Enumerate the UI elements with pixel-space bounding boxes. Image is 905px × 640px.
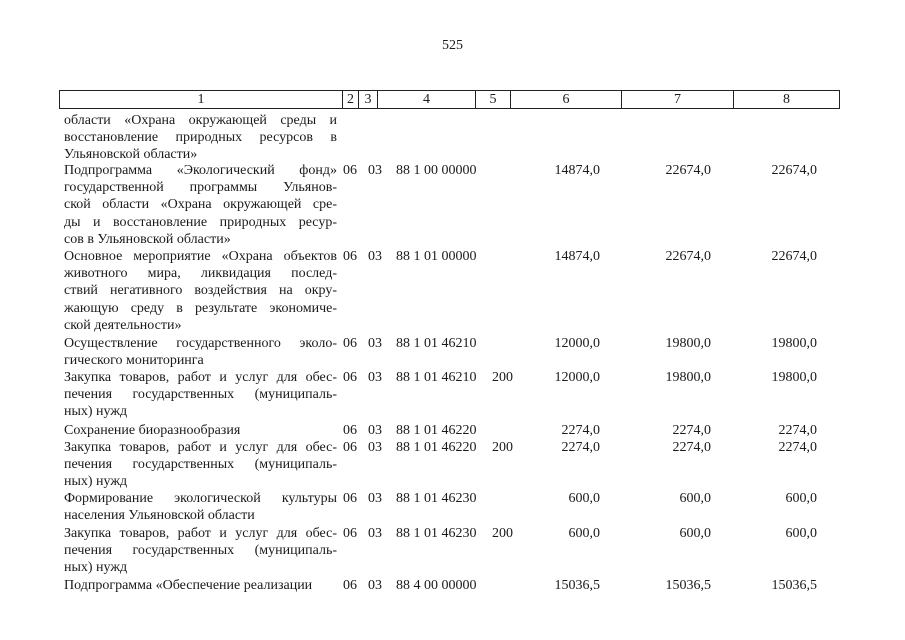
cell-col-4: 88 1 01 46220 [396,423,477,438]
cell-col-7: 19800,0 [665,336,711,351]
row-name-line: восстановление природных ресурсов в [64,130,337,146]
cell-col-8: 19800,0 [771,336,817,351]
row-name [64,525,337,577]
cell-col-7: 2274,0 [672,440,711,455]
row-name-line: области «Охрана окружающей среды и [64,113,337,128]
cell-col-2: 06 [343,336,357,351]
cell-col-2: 06 [343,491,357,506]
row-name-line: Подпрограмма «Обеспечение реализации [64,578,313,593]
cell-col-2: 06 [343,440,357,455]
cell-col-6: 12000,0 [554,336,600,351]
cell-col-5: 200 [492,440,513,455]
cell-col-6: 15036,5 [554,578,600,593]
cell-col-7: 600,0 [679,526,711,541]
row-name-line: печения государственных (муниципаль- [64,543,337,559]
cell-col-3: 03 [368,423,382,438]
cell-col-2: 06 [343,423,357,438]
row-name-line: ской области «Охрана окружающей сре- [64,197,337,213]
cell-col-4: 88 1 01 46230 [396,491,477,506]
column-header-5: 5 [476,91,511,109]
page-number: 525 [442,38,463,53]
row-name-line: населения Ульяновской области [64,508,255,524]
cell-col-8: 22674,0 [771,249,817,264]
cell-col-3: 03 [368,163,382,178]
cell-col-4: 88 1 01 46210 [396,370,477,385]
cell-col-4: 88 1 01 46220 [396,440,477,455]
row-name-line: Сохранение биоразнообразия [64,423,241,438]
cell-col-7: 15036,5 [665,578,711,593]
column-header-3: 3 [359,91,378,109]
row-name [64,422,337,439]
cell-col-4: 88 4 00 00000 [396,578,477,593]
cell-col-7: 600,0 [679,491,711,506]
row-name [64,439,337,491]
row-name-line: печения государственных (муниципаль- [64,457,337,473]
row-name-line: Формирование экологической культуры [64,491,337,506]
row-name-line: Основное мероприятие «Охрана объектов [64,249,337,264]
row-name-line: государственной программы Ульянов- [64,180,337,196]
cell-col-2: 06 [343,578,357,593]
cell-col-4: 88 1 00 00000 [396,163,477,178]
cell-col-5: 200 [492,526,513,541]
cell-col-5: 200 [492,370,513,385]
cell-col-7: 22674,0 [665,163,711,178]
column-header-4: 4 [378,91,476,109]
column-header-7: 7 [622,91,734,109]
column-header-2: 2 [343,91,359,109]
row-name-line: Закупка товаров, работ и услуг для обес- [64,440,337,455]
cell-col-3: 03 [368,578,382,593]
cell-col-8: 600,0 [785,526,817,541]
row-name-line: Закупка товаров, работ и услуг для обес- [64,370,337,385]
row-name [64,490,337,524]
cell-col-6: 600,0 [568,491,600,506]
row-name-line: ных) нужд [64,560,128,576]
cell-col-8: 2274,0 [778,440,817,455]
row-name [64,248,337,334]
cell-col-8: 22674,0 [771,163,817,178]
cell-col-8: 2274,0 [778,423,817,438]
row-name-line: гического мониторинга [64,353,204,369]
row-name-line: Ульяновской области» [64,147,198,163]
cell-col-6: 12000,0 [554,370,600,385]
row-name-line: сов в Ульяновской области» [64,231,231,247]
cell-col-3: 03 [368,249,382,264]
cell-col-3: 03 [368,336,382,351]
cell-col-6: 2274,0 [561,440,600,455]
cell-col-8: 19800,0 [771,370,817,385]
cell-col-4: 88 1 01 46210 [396,336,477,351]
row-name [64,369,337,421]
row-name-line: жающую среду в результате экономиче- [64,300,337,316]
row-name [64,162,337,248]
row-name-line: ской деятельности» [64,317,182,333]
column-header-6: 6 [511,91,622,109]
row-name-line: печения государственных (муниципаль- [64,387,337,403]
cell-col-7: 2274,0 [672,423,711,438]
row-name-line: Подпрограмма «Экологический фонд» [64,163,337,178]
cell-col-2: 06 [343,526,357,541]
cell-col-3: 03 [368,526,382,541]
cell-col-4: 88 1 01 00000 [396,249,477,264]
cell-col-7: 19800,0 [665,370,711,385]
cell-col-7: 22674,0 [665,249,711,264]
cell-col-6: 2274,0 [561,423,600,438]
row-name-line: Осуществление государственного эколо- [64,336,337,351]
row-name [64,577,337,594]
cell-col-2: 06 [343,370,357,385]
column-header-8: 8 [734,91,840,109]
row-name-line: ды и восстановление природных ресур- [64,214,337,230]
row-name-line: Закупка товаров, работ и услуг для обес- [64,526,337,541]
cell-col-4: 88 1 01 46230 [396,526,477,541]
cell-col-6: 14874,0 [554,163,600,178]
cell-col-2: 06 [343,249,357,264]
row-name-line: ных) нужд [64,404,128,420]
cell-col-6: 600,0 [568,526,600,541]
cell-col-6: 14874,0 [554,249,600,264]
row-name-line: ных) нужд [64,474,128,490]
row-name-line: ствий негативного воздействия на окру- [64,283,337,299]
cell-col-3: 03 [368,440,382,455]
cell-col-8: 600,0 [785,491,817,506]
row-name [64,335,337,369]
cell-col-3: 03 [368,491,382,506]
row-name [64,112,337,164]
column-header-1: 1 [60,91,343,109]
cell-col-3: 03 [368,370,382,385]
row-name-line: животного мира, ликвидация послед- [64,266,337,282]
cell-col-2: 06 [343,163,357,178]
cell-col-8: 15036,5 [771,578,817,593]
